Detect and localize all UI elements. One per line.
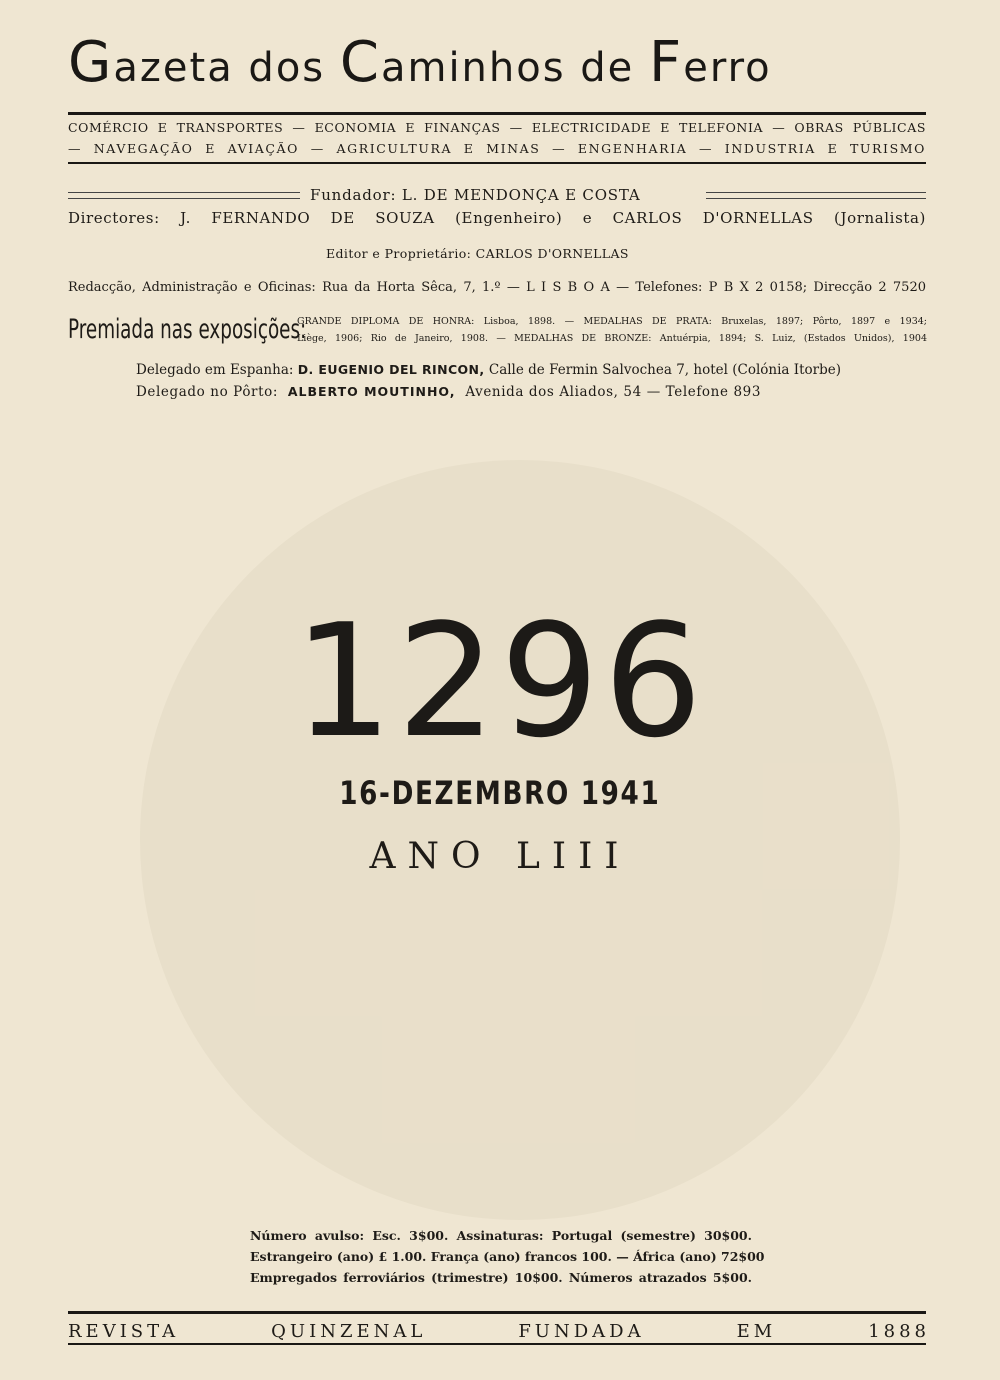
masthead-g: G (68, 30, 114, 95)
delegate-porto (136, 384, 761, 400)
masthead-aminhos: aminhos de (380, 45, 650, 91)
awards-line-1: GRANDE DIPLOMA DE HONRA: Lisboa, 1898. — MEDALHAS DE PRATA: Bruxelas, 1897; Pôrto, 1897 e 1934; (297, 316, 927, 327)
footer-tagline: REVISTA QUINZENAL FUNDADA EM 1888 (68, 1321, 930, 1342)
founder-line: Fundador: L. DE MENDONÇA E COSTA (310, 186, 641, 204)
footer-rule-bottom (68, 1343, 926, 1345)
decorative-rule-right (706, 192, 926, 199)
subjects-rule (68, 162, 926, 164)
directors-line: Directores: J. FERNANDO DE SOUZA (Engenheiro) e CARLOS D'ORNELLAS (Jornalista) (68, 209, 926, 227)
delegate-porto-label: Delegado no Pôrto: (136, 384, 279, 400)
price-line-2: Estrangeiro (ano) £ 1.00. França (ano) francos 100. — África (ano) 72$00 (250, 1249, 765, 1264)
issue-date-text: 16-DEZEMBRO 1941 (339, 774, 661, 812)
masthead-azeta: azeta dos (113, 45, 340, 91)
delegate-spain-address: Calle de Fermin Salvochea 7, hotel (Colónia Itorbe) (488, 362, 841, 378)
delegate-spain-label: Delegado em Espanha: (136, 362, 294, 378)
masthead-c: C (339, 30, 381, 95)
awards-title: Premiada nas exposições: (68, 314, 307, 345)
editor-line: Editor e Proprietário: CARLOS D'ORNELLAS (326, 246, 629, 261)
subjects-line-2: — NAVEGAÇÃO E AVIAÇÃO — AGRICULTURA E MINAS — ENGENHARIA — INDUSTRIA E TURISMO (68, 141, 926, 156)
masthead-erro: erro (683, 45, 772, 91)
price-line-1: Número avulso: Esc. 3$00. Assinaturas: Portugal (semestre) 30$00. (250, 1228, 752, 1243)
delegate-porto-address: Avenida dos Aliados, 54 — Telefone 893 (465, 384, 762, 400)
issue-year: ANO LIII (369, 836, 631, 877)
delegate-spain-name: D. EUGENIO DEL RINCON, (297, 362, 485, 377)
issue-number: 1296 (293, 590, 707, 772)
subjects-line-1: COMÉRCIO E TRANSPORTES — ECONOMIA E FINANÇAS — ELECTRICIDADE E TELEFONIA — OBRAS PÚBLICAS (68, 120, 926, 135)
price-line-3: Empregados ferroviários (trimestre) 10$00. Números atrazados 5$00. (250, 1270, 752, 1285)
top-rule (68, 112, 926, 115)
masthead-title (68, 30, 928, 95)
awards-line-2: Liège, 1906; Rio de Janeiro, 1908. — MEDALHAS DE BRONZE: Antuérpia, 1894; S. Luiz, (Estados Unidos), 1904 (297, 333, 927, 344)
delegate-spain (136, 362, 841, 378)
issue-date (0, 774, 1000, 812)
address-line: Redacção, Administração e Oficinas: Rua da Horta Sêca, 7, 1.º — L I S B O A — Telefones: P B X 2 0158; Direcção 2 7520 (68, 280, 926, 295)
footer-rule-top (68, 1311, 926, 1314)
delegate-porto-name: ALBERTO MOUTINHO, (287, 384, 456, 399)
decorative-rule-left (68, 192, 300, 199)
masthead-f: F (649, 30, 684, 95)
